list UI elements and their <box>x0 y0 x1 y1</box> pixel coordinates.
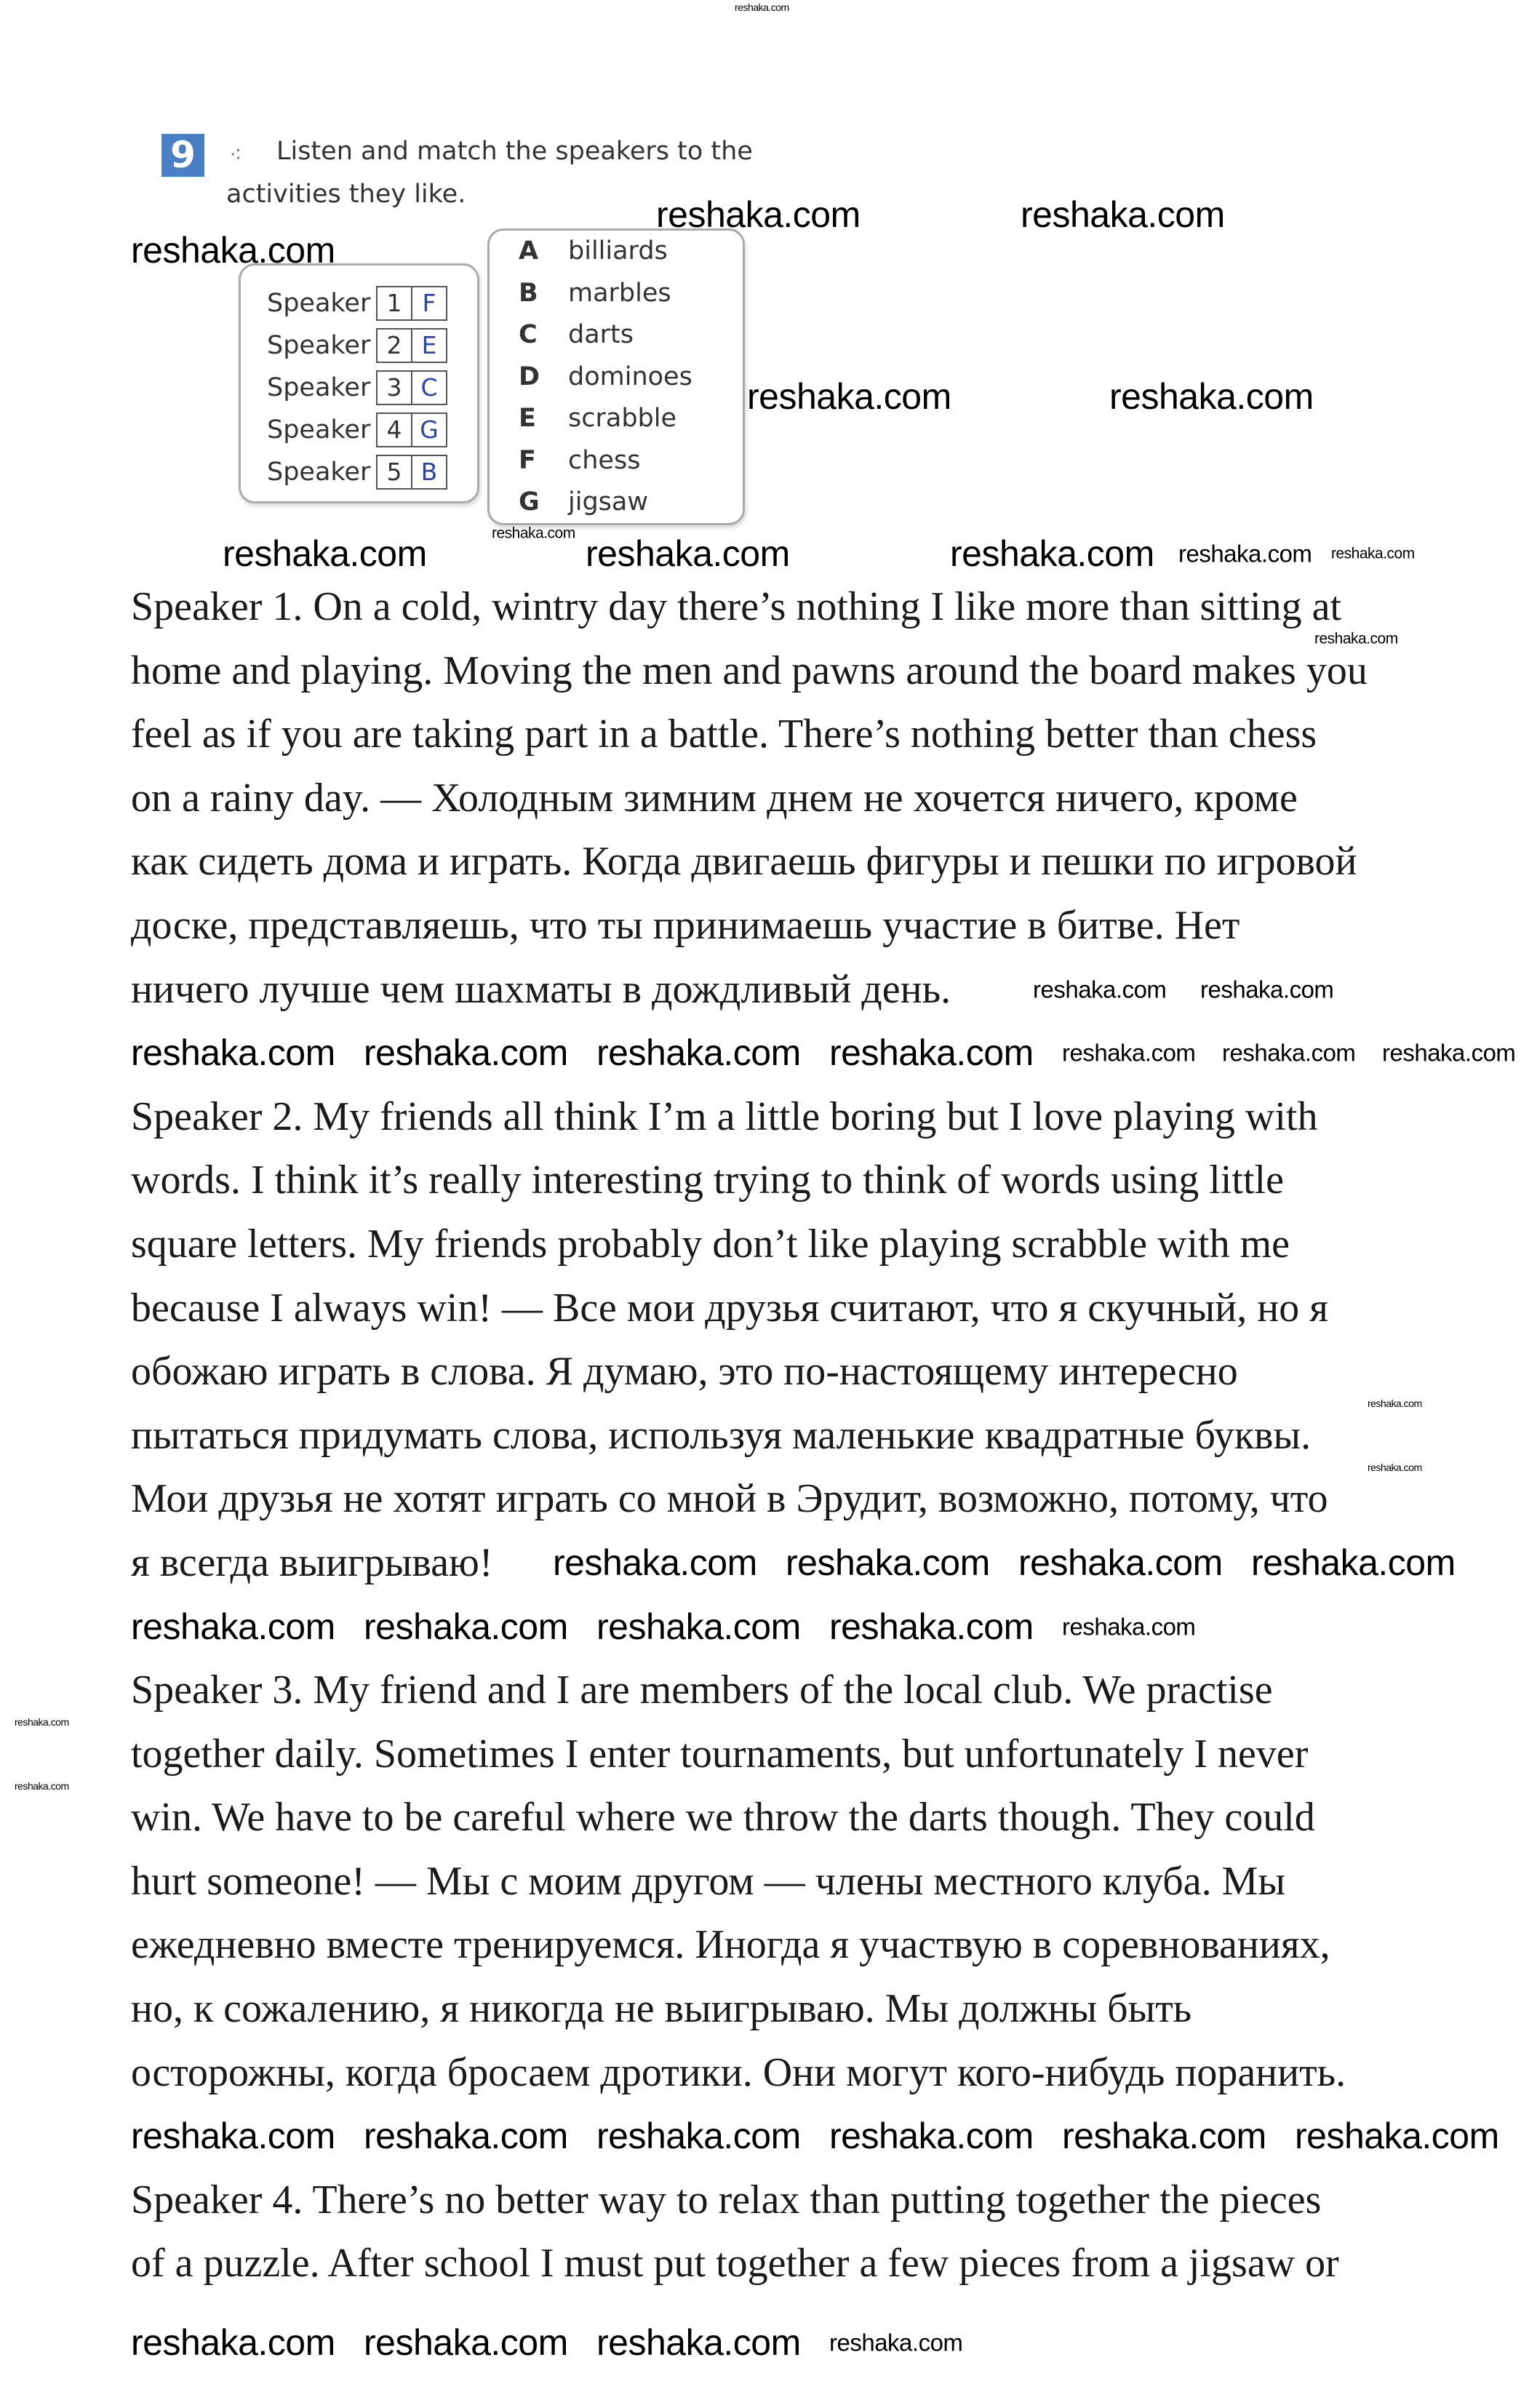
speaker-row <box>267 328 447 363</box>
speaker-row <box>267 412 447 447</box>
watermark: reshaka.com <box>1033 976 1167 1003</box>
watermark: reshaka.com <box>1382 1039 1516 1067</box>
watermark: reshaka.com <box>829 2116 1034 2157</box>
watermark: reshaka.com <box>1251 1542 1456 1583</box>
text-line: Мои друзья не хотят играть со мной в Эрудит, возможно, потому, что <box>131 1476 1328 1522</box>
instruction-line-2: activities they like. <box>226 180 466 209</box>
activity-item <box>519 404 676 433</box>
activity-item <box>519 279 671 308</box>
speaker-label: Speaker <box>267 458 371 487</box>
activity-name: billiards <box>568 236 668 266</box>
activity-key: A <box>519 236 539 266</box>
activity-name: jigsaw <box>568 487 648 517</box>
text-line: я всегда выигрываю! <box>131 1539 493 1585</box>
watermark: reshaka.com <box>364 1032 568 1073</box>
text-line: но, к сожалению, я никогда не выигрываю. Мы должны быть <box>131 1986 1192 2032</box>
activity-item <box>519 487 648 517</box>
activity-name: marbles <box>568 278 671 308</box>
watermark: reshaka.com <box>223 533 427 574</box>
text-line: together daily. Sometimes I enter tournaments, but unfortunately I never <box>131 1731 1309 1777</box>
watermark: reshaka.com <box>364 1606 568 1647</box>
speaker-label: Speaker <box>267 373 371 402</box>
activity-item <box>519 236 668 266</box>
watermark: reshaka.com <box>656 194 861 235</box>
text-line: Speaker 4. There’s no better way to relax than putting together the pieces <box>131 2177 1322 2222</box>
watermark: reshaka.com <box>1062 2116 1266 2157</box>
speaker-row <box>267 370 447 405</box>
watermark: reshaka.com <box>596 2322 801 2363</box>
watermark: reshaka.com <box>1368 1398 1422 1409</box>
text-line: Speaker 3. My friend and I are members of the local club. We practise <box>131 1667 1273 1713</box>
text-line: пытаться придумать слова, используя маленькие квадратные буквы. <box>131 1412 1312 1458</box>
watermark: reshaka.com <box>1295 2116 1499 2157</box>
watermark: reshaka.com <box>596 1032 801 1073</box>
watermark: reshaka.com <box>1021 194 1225 235</box>
speaker-paragraph <box>131 2178 1498 2286</box>
watermark: reshaka.com <box>1109 376 1314 417</box>
watermark: reshaka.com <box>1314 630 1398 647</box>
watermark: reshaka.com <box>1200 976 1334 1003</box>
text-line: home and playing. Moving the men and pawns around the board makes you <box>131 647 1368 693</box>
text-line: Speaker 1. On a cold, wintry day there’s nothing I like more than sitting at <box>131 584 1342 629</box>
watermark: reshaka.com <box>492 525 575 542</box>
watermark: reshaka.com <box>1062 1613 1196 1640</box>
text-line: ежедневно вместе тренируемся. Иногда я участвую в соревнованиях, <box>131 1922 1330 1968</box>
watermark: reshaka.com <box>131 2322 335 2363</box>
exercise-number-badge: 9 <box>161 134 204 177</box>
listen-icon: ⁖ <box>229 143 242 168</box>
speaker-paragraph <box>131 1668 1498 2094</box>
speaker-number: 5 <box>376 455 412 490</box>
activity-key: B <box>519 278 538 308</box>
watermark: reshaka.com <box>829 2329 963 2356</box>
text-line: square letters. My friends probably don’t like playing scrabble with me <box>131 1221 1290 1267</box>
text-line: Speaker 2. My friends all think I’m a little boring but I love playing with <box>131 1093 1318 1139</box>
text-line: ничего лучше чем шахматы в дождливый день. <box>131 966 951 1012</box>
watermark: reshaka.com <box>1368 1461 1422 1473</box>
activity-key: D <box>519 362 540 391</box>
watermark: reshaka.com <box>15 1716 69 1728</box>
watermark: reshaka.com <box>131 230 335 271</box>
watermark: reshaka.com <box>131 2116 335 2157</box>
text-line: обожаю играть в слова. Я думаю, это по-настоящему интересно <box>131 1349 1238 1395</box>
speaker-label: Speaker <box>267 289 371 318</box>
watermark: reshaka.com <box>1178 540 1312 567</box>
text-line: как сидеть дома и играть. Когда двигаешь фигуры и пешки по игровой <box>131 839 1357 885</box>
watermark: reshaka.com <box>596 2116 801 2157</box>
watermark: reshaka.com <box>364 2116 568 2157</box>
watermark: reshaka.com <box>1018 1542 1223 1583</box>
speaker-label: Speaker <box>267 415 371 444</box>
activity-key: F <box>519 445 536 475</box>
watermark: reshaka.com <box>829 1606 1034 1647</box>
answer-cell[interactable]: G <box>412 412 447 447</box>
transcript <box>131 585 1498 2369</box>
answer-cell[interactable]: F <box>412 286 447 321</box>
watermark: reshaka.com <box>364 2322 568 2363</box>
watermark: reshaka.com <box>786 1542 990 1583</box>
watermark: reshaka.com <box>131 1606 335 1647</box>
text-line: осторожны, когда бросаем дротики. Они могут кого-нибудь поранить. <box>131 2049 1346 2095</box>
text-line: feel as if you are taking part in a battle. There’s nothing better than chess <box>131 711 1317 757</box>
watermark: reshaka.com <box>735 1 789 13</box>
text-line: hurt someone! — Мы с моим другом — члены местного клуба. Мы <box>131 1858 1286 1904</box>
answer-cell[interactable]: C <box>412 370 447 405</box>
answer-cell[interactable]: B <box>412 455 447 490</box>
speaker-answers-box <box>239 263 479 503</box>
activity-name: chess <box>568 445 641 475</box>
speaker-number: 2 <box>376 328 412 363</box>
text-line: win. We have to be careful where we throw the darts though. They could <box>131 1795 1315 1841</box>
watermark: reshaka.com <box>1331 545 1415 562</box>
watermark: reshaka.com <box>586 533 790 574</box>
watermark: reshaka.com <box>950 533 1154 574</box>
watermark: reshaka.com <box>747 376 951 417</box>
activity-name: darts <box>568 320 634 349</box>
activity-key: E <box>519 404 536 433</box>
speaker-row <box>267 455 447 490</box>
speaker-number: 1 <box>376 286 412 321</box>
answer-cell[interactable]: E <box>412 328 447 363</box>
activity-name: dominoes <box>568 362 692 391</box>
text-line: words. I think it’s really interesting trying to think of words using little <box>131 1157 1284 1203</box>
activity-item <box>519 446 640 475</box>
activities-box <box>487 228 745 525</box>
text-line: of a puzzle. After school I must put together a few pieces from a jigsaw or <box>131 2241 1339 2287</box>
speaker-number: 3 <box>376 370 412 405</box>
text-line: because I always win! — Все мои друзья считают, что я скучный, но я <box>131 1285 1328 1331</box>
watermark: reshaka.com <box>1062 1039 1196 1067</box>
instruction-line-1: Listen and match the speakers to the <box>276 137 753 166</box>
speaker-paragraph <box>131 585 1498 1011</box>
speaker-label: Speaker <box>267 331 371 360</box>
watermark: reshaka.com <box>1222 1039 1356 1067</box>
speaker-paragraph <box>131 1095 1498 1584</box>
watermark: reshaka.com <box>596 1606 801 1647</box>
activity-key: G <box>519 487 540 517</box>
speaker-number: 4 <box>376 412 412 447</box>
watermark: reshaka.com <box>131 1032 335 1073</box>
watermark: reshaka.com <box>15 1779 69 1792</box>
activity-item <box>519 362 692 391</box>
watermark: reshaka.com <box>553 1542 757 1583</box>
activity-name: scrabble <box>568 404 677 433</box>
activity-key: C <box>519 320 538 349</box>
text-line: доске, представляешь, что ты принимаешь участие в битве. Нет <box>131 902 1240 948</box>
text-line: on a rainy day. — Холодным зимним днем не хочется ничего, кроме <box>131 775 1298 821</box>
watermark: reshaka.com <box>829 1032 1034 1073</box>
activity-item <box>519 320 634 349</box>
speaker-row <box>267 286 447 321</box>
